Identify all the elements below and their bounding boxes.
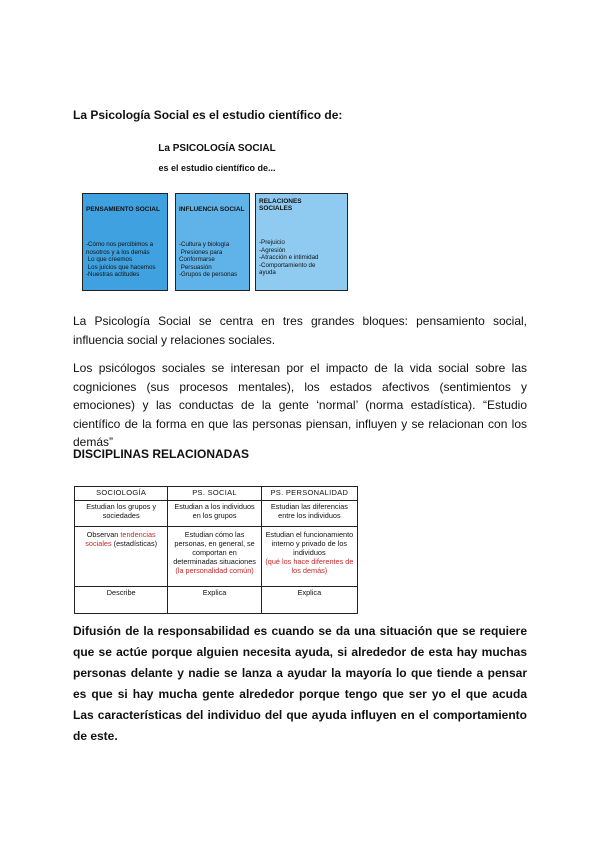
red-highlight: (qué los hace diferentes de los demás) [265,556,354,575]
figure-title: La PSICOLOGÍA SOCIAL [158,143,276,154]
header-sociology: SOCIOLOGÍA [75,487,168,501]
table-row [75,587,358,614]
cell-sociology-observe [75,526,168,586]
cell-personality-observe [261,526,357,586]
red-highlight: tendencias sociales [85,529,156,548]
cell-sociology-study: Estudian los grupos y sociedades [75,501,168,526]
paragraph-three-blocks: La Psicología Social se centra en tres grandes bloques: pensamiento social, influencia social y relaciones sociales. [73,314,527,347]
box-items: -Prejuicio -Agresión -Atracción e intimidad -Comportamiento de ayuda [259,239,319,276]
red-highlight: (la personalidad común) [175,565,254,575]
box-items: -Cultura y biología Presiones para Conformarse Persuasión -Grupos de personas [179,241,238,278]
figure-subtitle: es el estudio científico de... [158,163,276,173]
header-personality-psychology: PS. PERSONALIDAD [261,487,357,501]
disciplines-table [74,486,358,614]
box-header: INFLUENCIA SOCIAL [179,206,245,213]
table-row [75,501,358,526]
table-row [75,526,358,586]
cell-social-role: Explica [168,587,261,614]
paragraph-diffusion: Difusión de la responsabilidad es cuando se da una situación que se requiere que se actúe porque alguien necesita ayuda, si alrededor de esta hay muchas personas delante y nadie se lanza a ayudar la mayoría lo que tiende a pensar es que si hay mucha gente alrededor porque tengo que ser yo el que acuda Las características del individuo del que ayuda influyen en el comportamiento de este. [73,624,527,743]
box-social-thinking [82,193,168,291]
cell-sociology-role: Describe [75,587,168,614]
paragraph-psychologists: Los psicólogos sociales se interesan por el impacto de la vida social sobre las cogniciones (sus procesos mentales), los estados afectivos (sentimientos y emociones) y las conductas de la gente ‘normal’ (norma estadística). “Estudio científico de la forma en que las personas piensan, influyen y se relacionan con los demás” [73,361,527,449]
section-heading-intro: La Psicología Social es el estudio científico de: [73,108,343,122]
cell-text: Estudian cómo las personas, en general, se comportan en determinadas situaciones [173,529,256,566]
cell-personality-role: Explica [261,587,357,614]
box-items: -Cómo nos percibimos a nosotros y a los demás Lo que creemos Los juicios que hacemos -Nuestras actitudes [86,241,156,278]
box-header: RELACIONES SOCIALES [259,198,302,212]
section-heading-disciplines: DISCIPLINAS RELACIONADAS [73,447,250,461]
box-social-relations [255,193,348,291]
table-header-row [75,487,358,501]
cell-social-observe [168,526,261,586]
psychology-figure [82,143,352,293]
header-social-psychology: PS. SOCIAL [168,487,261,501]
box-header: PENSAMIENTO SOCIAL [86,206,160,213]
box-social-influence [175,193,250,291]
cell-social-study: Estudian a los individuos en los grupos [168,501,261,526]
cell-personality-study: Estudian las diferencias entre los individuos [261,501,357,526]
cell-text: Estudian el funcionamiento interno y privado de los individuos [265,529,354,557]
text-fragment: (estadísticas) [111,538,158,548]
text-fragment: Observan [86,529,121,539]
